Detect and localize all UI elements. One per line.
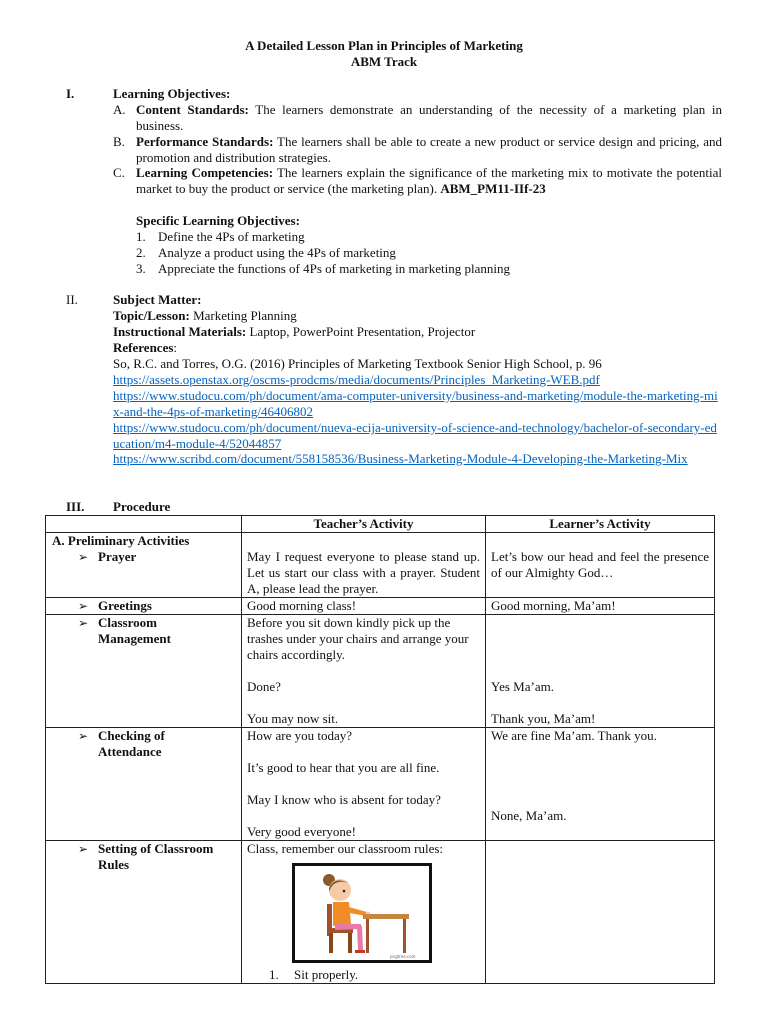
rule-item-1: [247, 967, 480, 983]
header-learner: Learner’s Activity: [486, 516, 715, 533]
learner-text: We are fine Ma’am. Thank you.: [491, 728, 657, 743]
teacher-text: You may now sit.: [247, 711, 339, 726]
topic-label: Topic/Lesson:: [113, 308, 190, 323]
learner-text: Thank you, Ma’am!: [491, 711, 596, 726]
learner-text: None, Ma’am.: [491, 808, 567, 823]
row-label-cell: [46, 841, 242, 984]
arrow-bullet-icon: ➢: [78, 550, 89, 564]
prayer-label: [51, 549, 236, 565]
competency-code: ABM_PM11-IIf-23: [440, 181, 546, 196]
objective-performance-standards: [113, 134, 722, 166]
classroom-rules-label: [51, 841, 236, 873]
image-watermark: pngtree.com: [390, 954, 416, 959]
section-3-heading: Procedure: [113, 499, 171, 514]
learner-cell: [486, 841, 715, 984]
materials-label: Instructional Materials:: [113, 324, 247, 339]
list-number: 1.: [269, 967, 279, 982]
greetings-label: [51, 598, 236, 614]
item-text: The learners explain the significance of the marketing mix to motivate the potential market to buy the product or service (the marketing plan).: [136, 165, 722, 196]
arrow-bullet-icon: ➢: [78, 599, 89, 613]
section-2-numeral: II.: [66, 292, 78, 307]
specific-objectives-heading: Specific Learning Objectives:: [136, 213, 300, 228]
list-text: Sit properly.: [294, 967, 359, 982]
teacher-text: May I request everyone to please stand up. Let us start our class with a prayer. Student A, please lead the prayer.: [247, 549, 480, 596]
learner-text: Let’s bow our head and feel the presence of our Almighty God…: [491, 549, 709, 580]
teacher-cell: [242, 533, 486, 598]
reference-citation: So, R.C. and Torres, O.G. (2016) Principles of Marketing Textbook Senior High School, p. 96: [113, 356, 602, 371]
row-label-cell: [46, 598, 242, 615]
item-label: Content Standards:: [136, 102, 249, 117]
teacher-text: Before you sit down kindly pick up the trashes under your chairs and arrange your chairs accordingly.: [247, 615, 469, 662]
section-1-numeral: I.: [66, 86, 75, 101]
item-letter: C.: [113, 165, 125, 180]
list-number: 3.: [136, 261, 146, 276]
table-row-classroom-rules: [46, 841, 715, 984]
item-text: The learners demonstrate an understanding of the necessity of a marketing plan in business.: [136, 102, 723, 133]
row-label-text: Attendance: [98, 744, 162, 759]
teacher-text: How are you today?: [247, 728, 353, 743]
reference-link-1[interactable]: https://assets.openstax.org/oscms-prodcms/media/documents/Principles_Marketing-WEB.pdf: [113, 372, 600, 387]
reference-link-3[interactable]: https://www.studocu.com/ph/document/nueva-ecija-university-of-science-and-technology/bachelor-of-secondary-education/m4-module-4/52044857: [113, 420, 717, 451]
table-row-prayer: [46, 533, 715, 598]
item-letter: B.: [113, 134, 125, 149]
teacher-text: It’s good to hear that you are all fine.: [247, 760, 440, 775]
row-label-text: Management: [98, 631, 171, 646]
learner-cell: [486, 533, 715, 598]
item-letter: A.: [113, 102, 126, 117]
header-teacher: Teacher’s Activity: [242, 516, 486, 533]
objective-learning-competencies: [113, 165, 722, 197]
list-text: Define the 4Ps of marketing: [158, 229, 305, 244]
row-label-text: Prayer: [98, 549, 137, 564]
attendance-label: [51, 728, 236, 760]
row-label-text: Setting of Classroom: [98, 841, 214, 856]
references-line: [113, 340, 722, 356]
arrow-bullet-icon: ➢: [78, 842, 89, 856]
row-label-text: Classroom: [98, 615, 157, 630]
reference-link-2[interactable]: https://www.studocu.com/ph/document/ama-computer-university/business-and-marketing/module-the-marketing-mix-and-the-4ps-of-marketing/46406802: [113, 388, 718, 419]
learner-cell: Good morning, Ma’am!: [486, 598, 715, 615]
procedure-table: [45, 515, 715, 984]
materials-line: [113, 324, 722, 340]
list-number: 2.: [136, 245, 146, 260]
references-label: References: [113, 340, 174, 355]
classroom-management-label: [51, 615, 236, 647]
teacher-text: May I know who is absent for today?: [247, 792, 441, 807]
header-empty: [46, 516, 242, 533]
learner-cell: [486, 728, 715, 841]
list-number: 1.: [136, 229, 146, 244]
list-text: Appreciate the functions of 4Ps of marketing in marketing planning: [158, 261, 510, 276]
row-label-cell: [46, 728, 242, 841]
row-label-cell: [46, 615, 242, 728]
teacher-text: Very good everyone!: [247, 824, 357, 839]
arrow-bullet-icon: ➢: [78, 616, 89, 630]
row-label-text: Rules: [98, 857, 130, 872]
preliminary-activities-label: A. Preliminary Activities: [52, 533, 190, 548]
materials-value: Laptop, PowerPoint Presentation, Projector: [246, 324, 476, 339]
teacher-cell: [242, 728, 486, 841]
learner-text: Yes Ma’am.: [491, 679, 554, 694]
arrow-bullet-icon: ➢: [78, 729, 89, 743]
document-title: A Detailed Lesson Plan in Principles of Marketing: [245, 38, 523, 53]
teacher-cell: [242, 615, 486, 728]
section-2-heading: Subject Matter:: [113, 292, 202, 307]
girl-sitting-at-desk-illustration: [292, 863, 432, 963]
row-label-text: Checking of: [98, 728, 165, 743]
topic-value: Marketing Planning: [189, 308, 297, 323]
section-3-numeral: III.: [66, 499, 85, 514]
row-label-text: Greetings: [98, 598, 152, 613]
girl-at-desk-icon: [295, 866, 429, 960]
table-row-greetings: [46, 598, 715, 615]
teacher-cell: Good morning class!: [242, 598, 486, 615]
reference-link-4[interactable]: https://www.scribd.com/document/558158536/Business-Marketing-Module-4-Developing-the-Marketing-Mix: [113, 451, 688, 466]
references-colon: :: [173, 340, 178, 355]
table-row-classroom-management: [46, 615, 715, 728]
row-label-cell: [46, 533, 242, 598]
table-header-row: [46, 516, 715, 533]
section-1-heading: Learning Objectives:: [113, 86, 231, 101]
learner-cell: [486, 615, 715, 728]
item-label: Learning Competencies:: [136, 165, 274, 180]
document-subtitle: ABM Track: [350, 54, 418, 69]
item-text: The learners shall be able to create a new product or service design and pricing, and promotion and distribution strategies.: [136, 134, 722, 165]
topic-line: [113, 308, 722, 324]
teacher-cell: [242, 841, 486, 984]
teacher-text: Class, remember our classroom rules:: [247, 841, 444, 856]
teacher-text: Done?: [247, 679, 281, 694]
objective-content-standards: [113, 102, 722, 134]
table-row-attendance: [46, 728, 715, 841]
list-text: Analyze a product using the 4Ps of marketing: [158, 245, 396, 260]
item-label: Performance Standards:: [136, 134, 274, 149]
